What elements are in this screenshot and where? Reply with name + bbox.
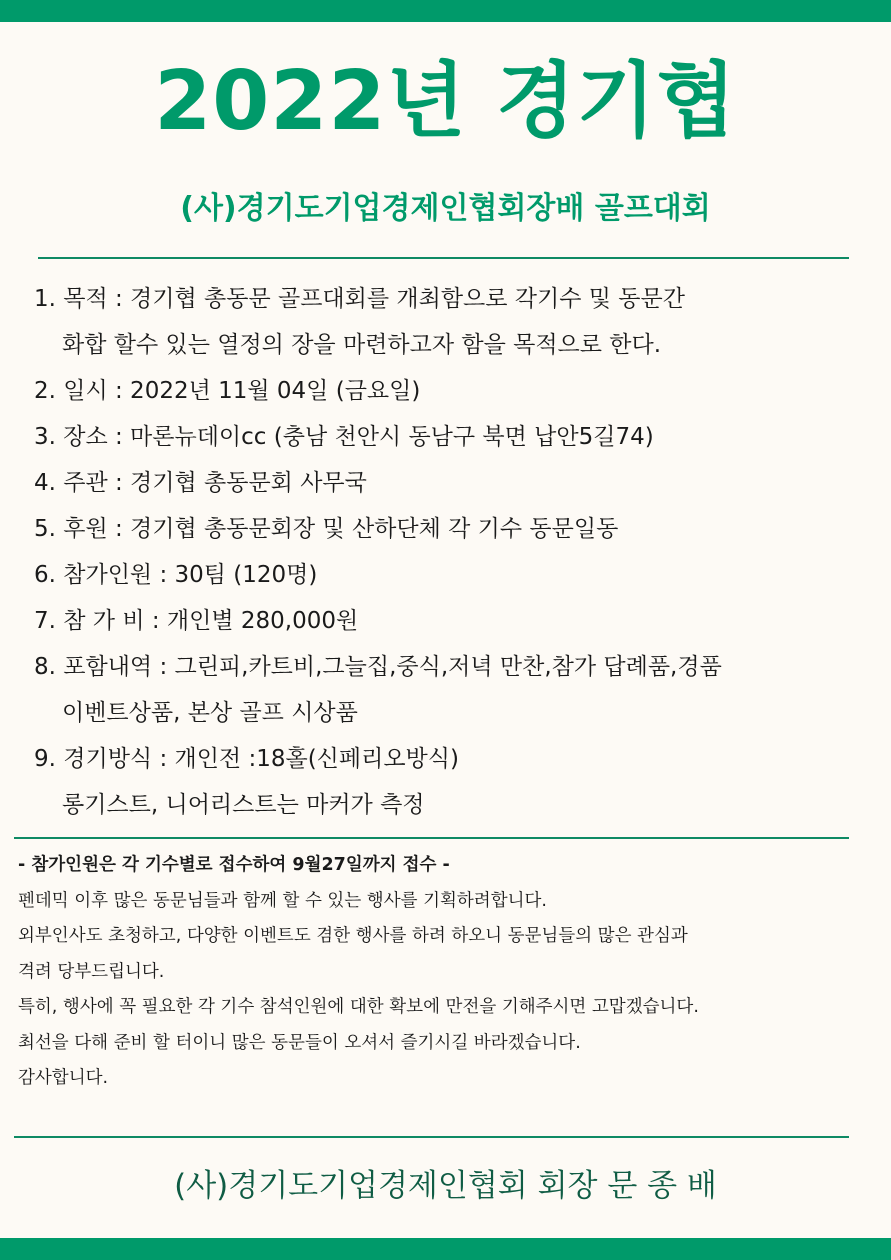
divider-bottom	[14, 1136, 849, 1138]
detail-line-continued: 이벤트상품, 본상 골프 시상품	[62, 700, 358, 726]
notice-line: 펜데믹 이후 많은 동문님들과 함께 할 수 있는 행사를 기획하려합니다.	[18, 890, 547, 911]
detail-item-sponsor	[34, 506, 854, 552]
detail-line: 8. 포함내역 : 그린피,카트비,그늘집,중식,저녁 만찬,참가 답례품,경품	[34, 654, 722, 680]
notice-heading: - 참가인원은 각 기수별로 접수하여 9월27일까지 접수 -	[18, 855, 450, 875]
detail-line: 2. 일시 : 2022년 11월 04일 (금요일)	[34, 378, 421, 404]
detail-line: 9. 경기방식 : 개인전 :18홀(신페리오방식)	[34, 746, 459, 772]
notice-line: 감사합니다.	[18, 1068, 109, 1088]
detail-item-purpose	[34, 276, 854, 368]
detail-line-continued: 롱기스트, 니어리스트는 마커가 측정	[62, 792, 425, 818]
notice-line: 특히, 행사에 꼭 필요한 각 기수 참석인원에 대한 확보에 만전을 기해주시면 고맙겠습니다.	[18, 997, 699, 1017]
detail-item-organizer	[34, 460, 854, 506]
page-subtitle: (사)경기도기업경제인협회장배 골프대회	[180, 191, 711, 226]
detail-item-participants	[34, 552, 854, 598]
detail-line: 3. 장소 : 마론뉴데이cc (충남 천안시 동남구 북면 납안5길74)	[34, 424, 654, 450]
detail-line: 4. 주관 : 경기협 총동문회 사무국	[34, 470, 367, 496]
notice-section	[18, 848, 878, 1097]
notice-line: 격려 당부드립니다.	[18, 961, 165, 982]
top-accent-bar	[0, 0, 891, 22]
detail-line: 5. 후원 : 경기협 총동문회장 및 산하단체 각 기수 동문일동	[34, 516, 619, 542]
detail-item-venue	[34, 414, 854, 460]
detail-line-continued: 화합 할수 있는 열정의 장을 마련하고자 함을 목적으로 한다.	[62, 332, 662, 358]
detail-line: 7. 참 가 비 : 개인별 280,000원	[34, 608, 359, 634]
detail-item-fee	[34, 598, 854, 644]
detail-line: 1. 목적 : 경기협 총동문 골프대회를 개최함으로 각기수 및 동문간	[34, 286, 685, 312]
divider-middle	[14, 837, 849, 839]
notice-line: 외부인사도 초청하고, 다양한 이벤트도 겸한 행사를 하려 하오니 동문님들의 많은 관심과	[18, 926, 688, 946]
notice-line: 최선을 다해 준비 할 터이니 많은 동문들이 오셔서 즐기시길 바라겠습니다.	[18, 1032, 581, 1053]
divider-top	[38, 257, 849, 259]
detail-item-format	[34, 736, 854, 828]
detail-line: 6. 참가인원 : 30팀 (120명)	[34, 562, 318, 588]
signature-footer: (사)경기도기업경제인협회 회장 문 종 배	[174, 1168, 717, 1204]
detail-item-date	[34, 368, 854, 414]
page-title: 2022년 경기협	[154, 54, 737, 149]
bottom-accent-bar	[0, 1238, 891, 1260]
event-details-list	[34, 276, 854, 828]
detail-item-inclusions	[34, 644, 854, 736]
